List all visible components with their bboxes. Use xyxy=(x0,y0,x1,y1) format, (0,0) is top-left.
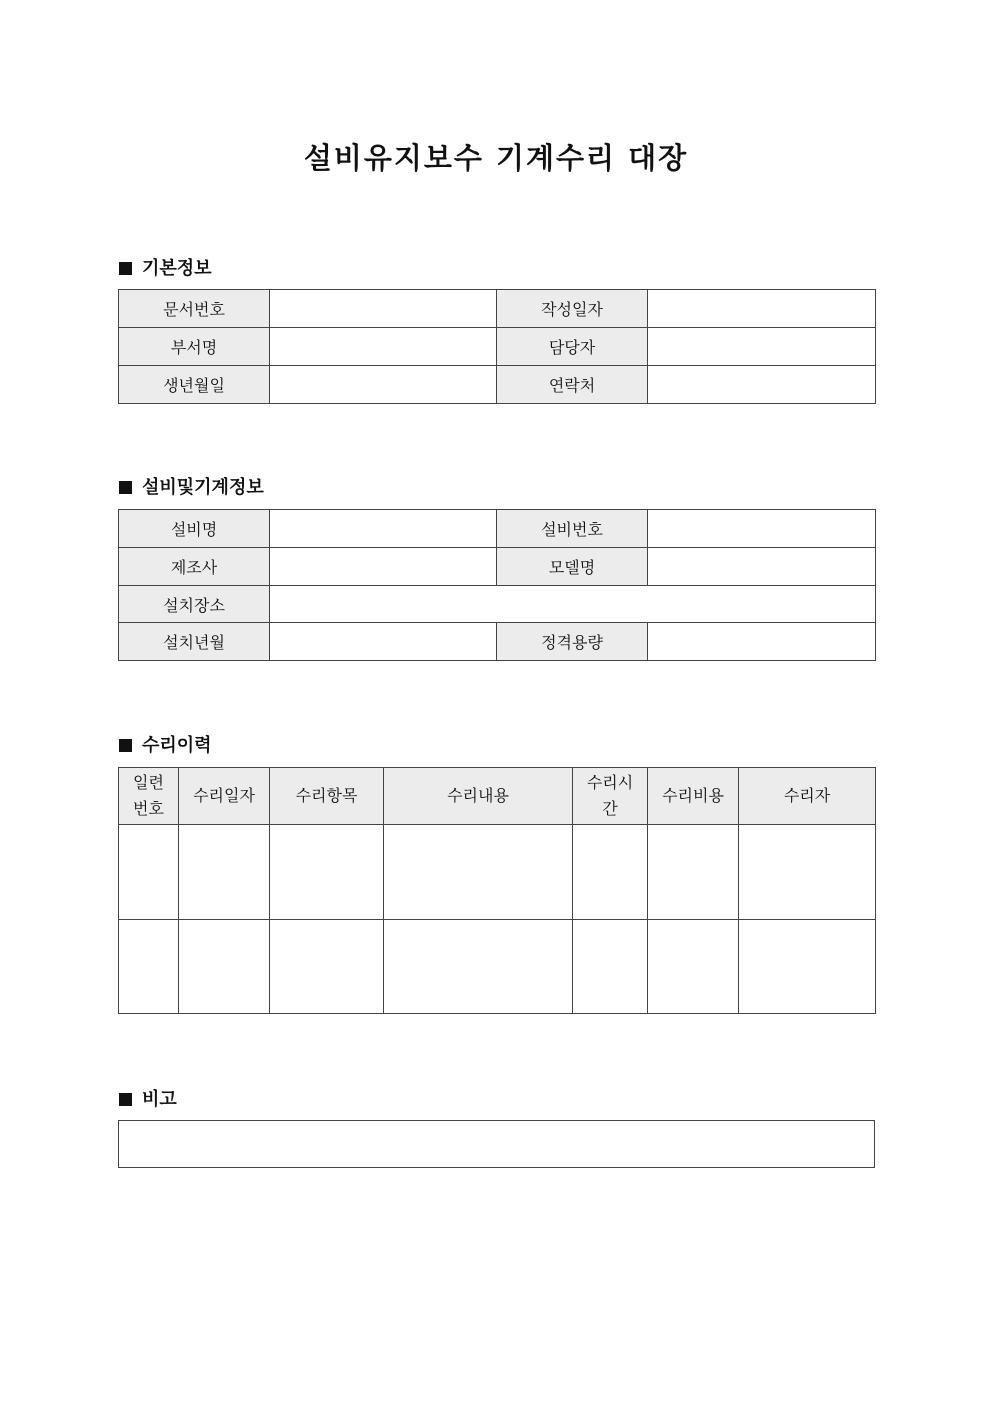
label-equipment-no: 설비번호 xyxy=(497,510,648,548)
section-remarks xyxy=(119,1085,177,1111)
header-serial-no: 일련 번호 xyxy=(119,768,179,825)
cell-repair-cost[interactable] xyxy=(648,825,739,920)
section-equipment-info xyxy=(119,473,264,499)
header-repair-time: 수리시 간 xyxy=(573,768,648,825)
label-manager: 담당자 xyxy=(497,328,648,366)
cell-serial-no[interactable] xyxy=(119,825,179,920)
square-bullet-icon xyxy=(119,481,132,494)
square-bullet-icon xyxy=(119,1093,132,1106)
value-equipment-name[interactable] xyxy=(270,510,497,548)
cell-repair-content[interactable] xyxy=(384,920,573,1014)
cell-repair-time[interactable] xyxy=(573,825,648,920)
square-bullet-icon xyxy=(119,739,132,752)
basic-info-table xyxy=(118,289,876,404)
header-repair-date: 수리일자 xyxy=(179,768,270,825)
header-repair-item: 수리항목 xyxy=(270,768,384,825)
equipment-info-table xyxy=(118,509,876,661)
label-dept: 부서명 xyxy=(119,328,270,366)
label-contact: 연락처 xyxy=(497,366,648,404)
section-title: 수리이력 xyxy=(142,735,212,756)
label-location: 설치장소 xyxy=(119,586,270,623)
label-capacity: 정격용량 xyxy=(497,623,648,661)
label-model: 모델명 xyxy=(497,548,648,586)
table-row xyxy=(119,825,876,920)
cell-serial-no[interactable] xyxy=(119,920,179,1014)
section-title: 설비및기계정보 xyxy=(142,477,264,498)
cell-repair-item[interactable] xyxy=(270,825,384,920)
section-repair-history xyxy=(119,731,212,757)
value-capacity[interactable] xyxy=(648,623,876,661)
value-dept[interactable] xyxy=(270,328,497,366)
label-date: 작성일자 xyxy=(497,290,648,328)
header-repairer: 수리자 xyxy=(739,768,876,825)
section-title: 비고 xyxy=(142,1089,177,1110)
header-repair-cost: 수리비용 xyxy=(648,768,739,825)
cell-repair-date[interactable] xyxy=(179,920,270,1014)
label-equipment-name: 설비명 xyxy=(119,510,270,548)
value-doc-no[interactable] xyxy=(270,290,497,328)
value-contact[interactable] xyxy=(648,366,876,404)
value-birth[interactable] xyxy=(270,366,497,404)
value-equipment-no[interactable] xyxy=(648,510,876,548)
cell-repair-time[interactable] xyxy=(573,920,648,1014)
cell-repair-date[interactable] xyxy=(179,825,270,920)
label-install-date: 설치년월 xyxy=(119,623,270,661)
page-title: 설비유지보수 기계수리 대장 xyxy=(303,141,689,175)
repair-history-table xyxy=(118,767,876,1014)
value-date[interactable] xyxy=(648,290,876,328)
label-doc-no: 문서번호 xyxy=(119,290,270,328)
label-maker: 제조사 xyxy=(119,548,270,586)
cell-repairer[interactable] xyxy=(739,825,876,920)
value-manager[interactable] xyxy=(648,328,876,366)
value-install-date[interactable] xyxy=(270,623,497,661)
section-title: 기본정보 xyxy=(142,258,212,279)
square-bullet-icon xyxy=(119,262,132,275)
label-birth: 생년월일 xyxy=(119,366,270,404)
cell-repair-cost[interactable] xyxy=(648,920,739,1014)
cell-repair-item[interactable] xyxy=(270,920,384,1014)
value-model[interactable] xyxy=(648,548,876,586)
cell-repair-content[interactable] xyxy=(384,825,573,920)
section-basic-info xyxy=(119,254,212,280)
value-maker[interactable] xyxy=(270,548,497,586)
cell-repairer[interactable] xyxy=(739,920,876,1014)
header-repair-content: 수리내용 xyxy=(384,768,573,825)
table-row xyxy=(119,920,876,1014)
value-location[interactable] xyxy=(270,586,876,623)
remarks-box[interactable] xyxy=(118,1120,875,1168)
